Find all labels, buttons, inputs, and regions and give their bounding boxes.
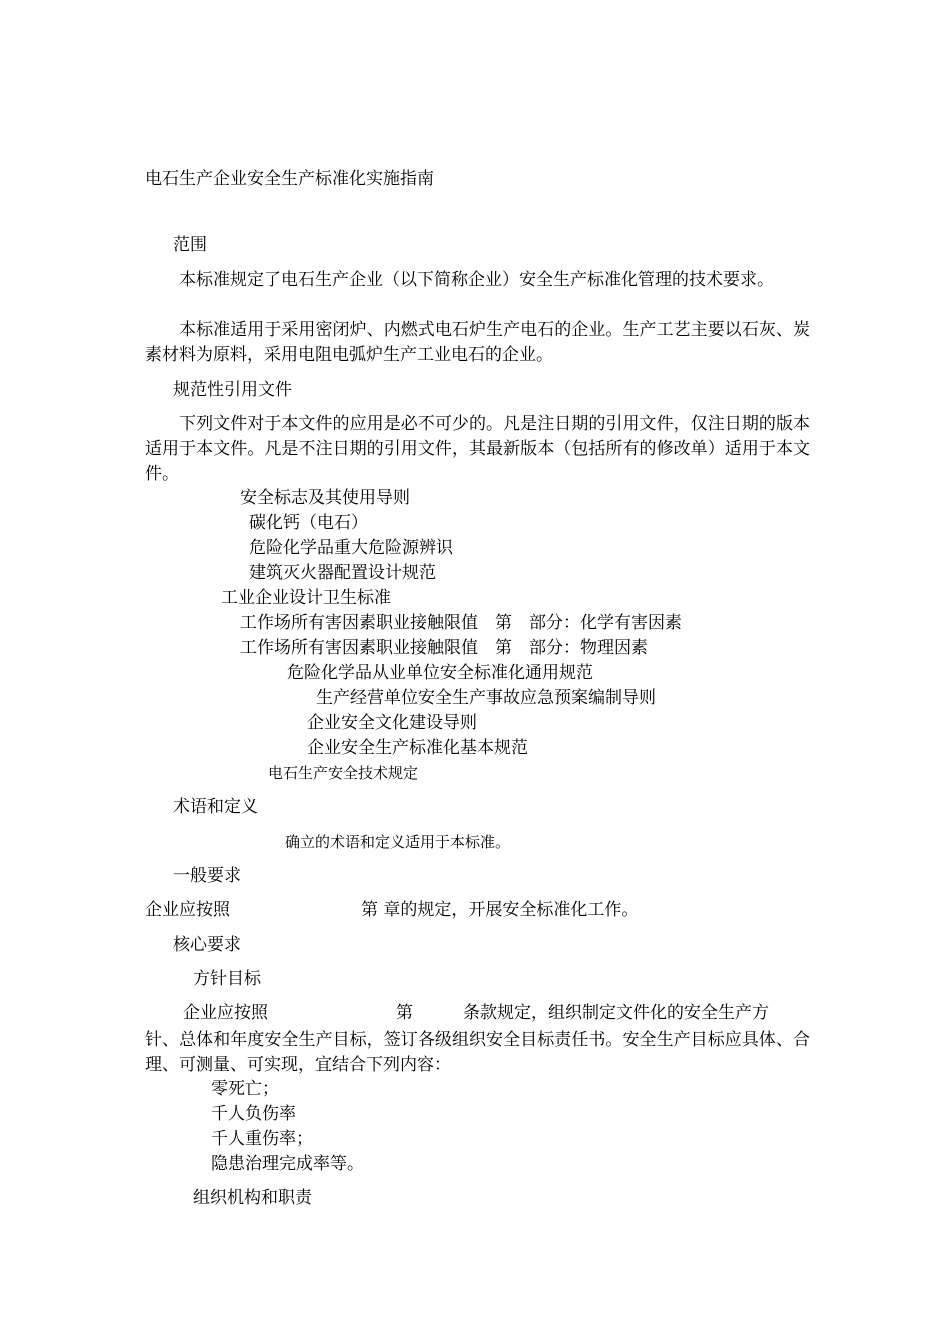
scope-paragraph-1 [145, 268, 810, 293]
reference-item: 安全标志及其使用导则 [240, 488, 410, 508]
policy-item: 千人重伤率； [211, 1129, 313, 1149]
section-heading-scope: 范围 [173, 235, 207, 255]
reference-item: 企业安全文化建设导则 [307, 713, 477, 733]
terms-text: 确立的术语和定义适用于本标准。 [285, 833, 511, 851]
policy-text-mid: 第 [396, 1003, 413, 1023]
general-text-rest: 第 章的规定，开展安全标准化工作。 [361, 900, 639, 920]
policy-item: 隐患治理完成率等。 [211, 1154, 364, 1174]
policy-text-lead: 企业应按照 [183, 1003, 268, 1023]
reference-item: 工作场所有害因素职业接触限值 第 部分：物理因素 [240, 638, 648, 658]
reference-item: 生产经营单位安全生产事故应急预案编制导则 [316, 688, 656, 708]
section-heading-terms: 术语和定义 [173, 797, 258, 817]
subsection-heading-policy: 方针目标 [193, 969, 261, 989]
scope-paragraph-2-text: 本标准适用于采用密闭炉、内燃式电石炉生产电石的企业。生产工艺主要以石灰、炭素材料为原料，采用电阻电弧炉生产工业电石的企业。 [145, 320, 810, 365]
reference-item: 危险化学品从业单位安全标准化通用规范 [287, 663, 593, 683]
reference-item: 电石生产安全技术规定 [268, 764, 419, 782]
references-intro-text: 下列文件对于本文件的应用是必不可少的。凡是注日期的引用文件，仅注日期的版本适用于本文件。凡是不注日期的引用文件，其最新版本（包括所有的修改单）适用于本文件。 [145, 414, 810, 484]
general-text-lead: 企业应按照 [145, 900, 230, 920]
subsection-heading-organization: 组织机构和职责 [193, 1188, 312, 1208]
section-heading-general: 一般要求 [173, 866, 241, 886]
reference-item: 工业企业设计卫生标准 [221, 588, 391, 608]
reference-item: 企业安全生产标准化基本规范 [307, 738, 528, 758]
section-heading-core: 核心要求 [173, 935, 241, 955]
policy-item: 千人负伤率 [211, 1104, 296, 1124]
policy-item: 零死亡； [211, 1079, 279, 1099]
scope-paragraph-2 [145, 318, 810, 368]
reference-item: 建筑灭火器配置设计规范 [249, 563, 436, 583]
reference-item: 危险化学品重大危险源辨识 [249, 538, 453, 558]
reference-item: 碳化钙（电石） [249, 513, 368, 533]
policy-text-rest-line1: 条款规定，组织制定文件化的安全生产方 [463, 1003, 769, 1023]
policy-text-continuation: 针、总体和年度安全生产目标，签订各级组织安全目标责任书。安全生产目标应具体、合理、可测量、可实现，宜结合下列内容： [145, 1030, 810, 1075]
reference-item: 工作场所有害因素职业接触限值 第 部分：化学有害因素 [240, 613, 682, 633]
references-intro [145, 412, 810, 487]
document-title: 电石生产企业安全生产标准化实施指南 [145, 169, 434, 189]
scope-paragraph-1-text: 本标准规定了电石生产企业（以下简称企业）安全生产标准化管理的技术要求。 [179, 270, 774, 290]
section-heading-references: 规范性引用文件 [173, 380, 292, 400]
